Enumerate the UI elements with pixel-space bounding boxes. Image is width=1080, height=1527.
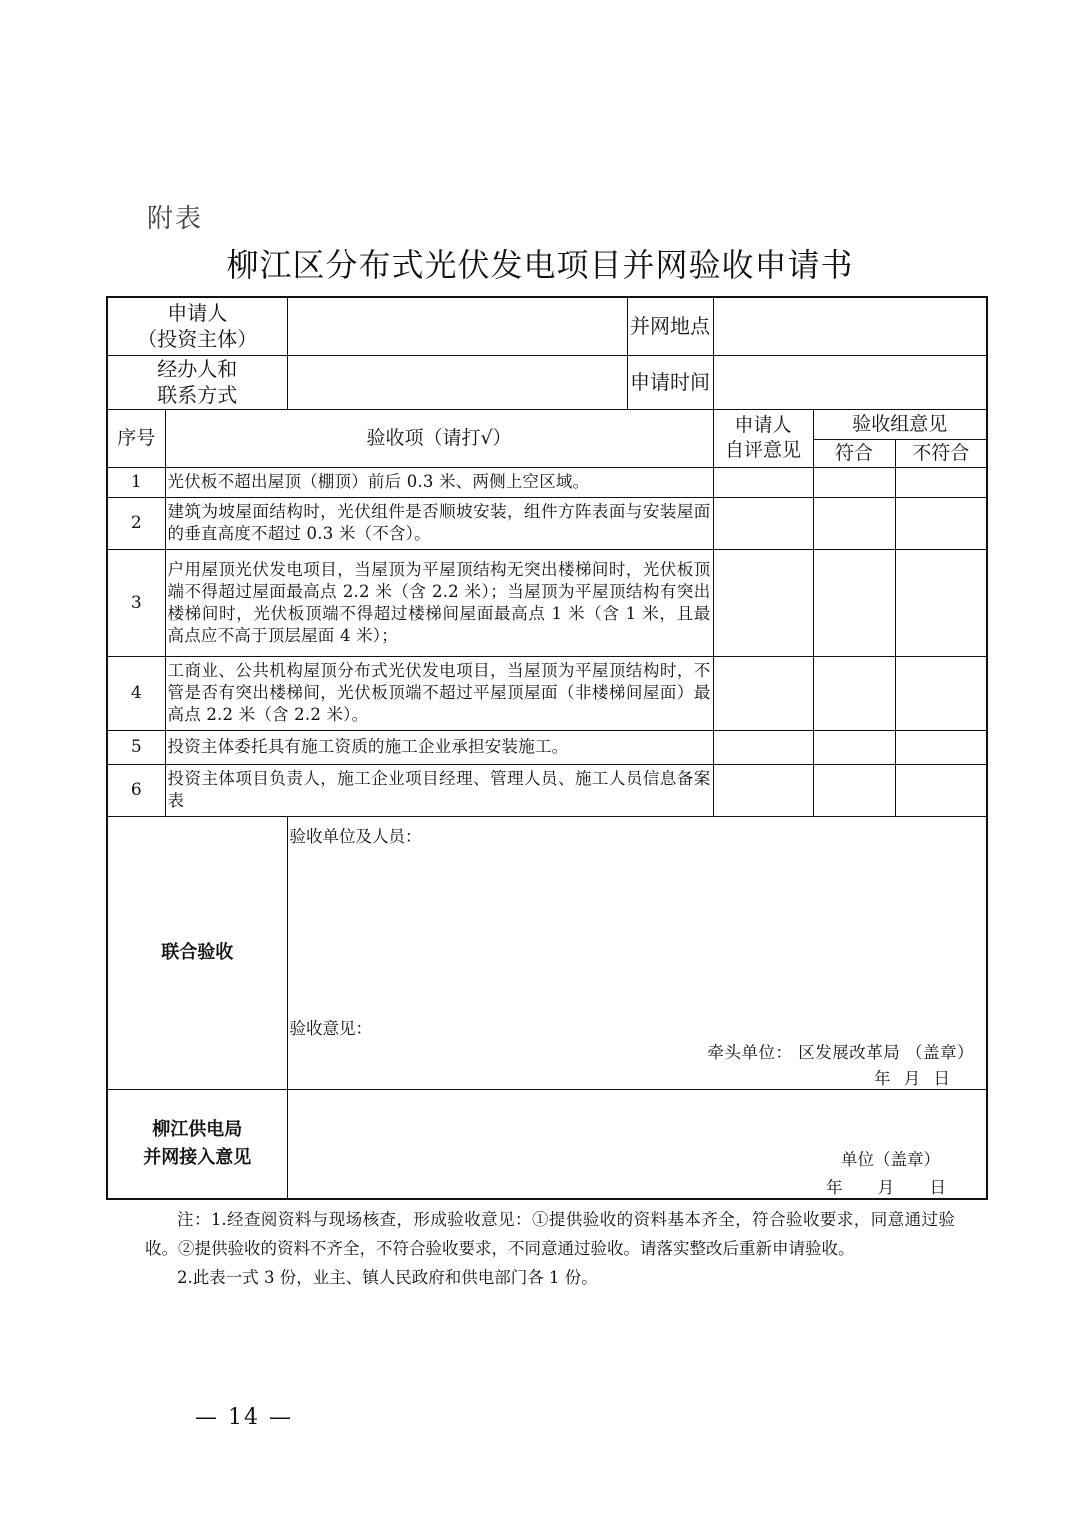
self-assessment-cell[interactable]: [713, 497, 813, 549]
conform-cell[interactable]: [813, 497, 895, 549]
conform-cell[interactable]: [813, 467, 895, 497]
apply-time-value-field[interactable]: [713, 355, 987, 409]
lead-unit-seal-line: 牵头单位： 区发展改革局 （盖章）: [707, 1042, 974, 1062]
applicant-label-cell: [107, 297, 287, 355]
nonconform-cell[interactable]: [895, 497, 987, 549]
contact-label-cell: [107, 355, 287, 409]
grid-label-line2: 并网接入意见: [143, 1146, 252, 1168]
self-assessment-header: [713, 409, 813, 467]
site-value-field[interactable]: [713, 297, 987, 355]
contact-value-field[interactable]: [287, 355, 627, 409]
applicant-label-line2: （投资主体）: [137, 327, 258, 352]
appendix-label: 附表: [147, 204, 204, 234]
grid-seal-line: 单位（盖章）: [841, 1149, 940, 1169]
grid-date-line: 年 月 日: [826, 1177, 946, 1197]
apply-time-label: 申请时间: [627, 355, 713, 409]
self-assessment-cell[interactable]: [713, 656, 813, 730]
conform-cell[interactable]: [813, 764, 895, 816]
row-item-text: 投资主体委托具有施工资质的施工企业承担安装施工。: [165, 730, 713, 764]
self-assessment-cell[interactable]: [713, 467, 813, 497]
nonconform-cell[interactable]: [895, 549, 987, 656]
row-seq: 6: [107, 764, 165, 816]
contact-label-line2: 联系方式: [157, 383, 238, 407]
note-2: 2.此表一式 3 份，业主、镇人民政府和供电部门各 1 份。: [177, 1268, 598, 1287]
acceptance-units-label: 验收单位及人员：: [289, 826, 422, 846]
row-item-text: 工商业、公共机构屋顶分布式光伏发电项目，当屋顶为平屋顶结构时，不管是否有突出楼梯间，光伏板顶端不超过平屋顶屋面（非楼梯间屋面）最高点 2.2 米（含 2.2 米）。: [165, 656, 713, 730]
row-seq: 3: [107, 549, 165, 656]
page-number: — 14 —: [195, 1405, 293, 1430]
self-assessment-header-line1: 申请人: [734, 414, 792, 436]
conform-cell[interactable]: [813, 549, 895, 656]
applicant-value-field[interactable]: [287, 297, 627, 355]
notes-section: [145, 1205, 955, 1292]
self-assessment-cell[interactable]: [713, 730, 813, 764]
applicant-label-line1: 申请人: [167, 301, 228, 326]
row-seq: 2: [107, 497, 165, 549]
grid-opinion-label: [107, 1089, 287, 1199]
self-assessment-header-line2: 自评意见: [724, 439, 801, 461]
row-seq: 5: [107, 730, 165, 764]
nonconform-cell[interactable]: [895, 467, 987, 497]
row-item-text: 投资主体项目负责人，施工企业项目经理、管理人员、施工人员信息备案表: [165, 764, 713, 816]
row-item-text: 建筑为坡屋面结构时，光伏组件是否顺坡安装，组件方阵表面与安装屋面的垂直高度不超过 0.3 米（不含）。: [165, 497, 713, 549]
group-opinion-header: 验收组意见: [813, 409, 987, 439]
joint-acceptance-field[interactable]: [287, 816, 987, 1089]
row-seq: 1: [107, 467, 165, 497]
acceptance-opinion-label: 验收意见：: [289, 1018, 372, 1038]
seq-header: 序号: [107, 409, 165, 467]
conform-cell[interactable]: [813, 730, 895, 764]
nonconform-cell[interactable]: [895, 730, 987, 764]
contact-label-line1: 经办人和: [157, 357, 238, 381]
joint-acceptance-label: 联合验收: [107, 816, 287, 1089]
row-seq: 4: [107, 656, 165, 730]
item-header: 验收项（请打√）: [165, 409, 713, 467]
row-item-text: 光伏板不超出屋顶（棚顶）前后 0.3 米、两侧上空区域。: [165, 467, 713, 497]
nonconform-cell[interactable]: [895, 656, 987, 730]
row-item-text: 户用屋顶光伏发电项目，当屋顶为平屋顶结构无突出楼梯间时，光伏板顶端不得超过屋面最高点 2.2 米（含 2.2 米）；当屋顶为平屋顶结构有突出楼梯间时，光伏板顶端不得超过楼梯间屋面最高点 1 米（含 1 米，且最高点应不高于顶层屋面 4 米）；: [165, 549, 713, 656]
application-form-table: [106, 296, 988, 1200]
document-title: 柳江区分布式光伏发电项目并网验收申请书: [226, 246, 854, 284]
site-label: 并网地点: [627, 297, 713, 355]
nonconform-cell[interactable]: [895, 764, 987, 816]
joint-date-line: 年 月 日: [874, 1068, 950, 1088]
conform-header: 符合: [813, 439, 895, 467]
self-assessment-cell[interactable]: [713, 549, 813, 656]
self-assessment-cell[interactable]: [713, 764, 813, 816]
conform-cell[interactable]: [813, 656, 895, 730]
grid-opinion-field[interactable]: [287, 1089, 987, 1199]
grid-label-line1: 柳江供电局: [152, 1118, 243, 1140]
note-1: 注：1.经查阅资料与现场核查，形成验收意见：①提供验收的资料基本齐全，符合验收要求，同意通过验收。②提供验收的资料不齐全，不符合验收要求，不同意通过验收。请落实整改后重新申请验收。: [145, 1210, 955, 1258]
nonconform-header: 不符合: [895, 439, 987, 467]
